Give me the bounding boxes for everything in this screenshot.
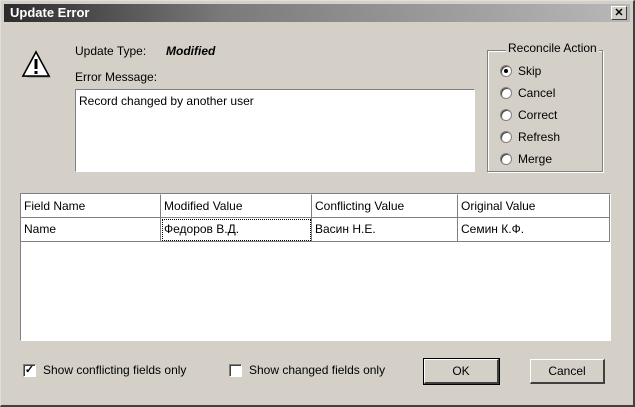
checkbox-label: Show changed fields only	[249, 363, 386, 377]
radio-label: Refresh	[518, 130, 561, 144]
radio-button-icon[interactable]	[500, 87, 512, 99]
error-message-box[interactable]: Record changed by another user	[75, 89, 475, 172]
column-header-original-value[interactable]: Original Value	[458, 194, 610, 218]
radio-cancel[interactable]	[500, 85, 555, 101]
cancel-button[interactable]: Cancel	[530, 359, 605, 384]
conflict-grid[interactable]	[20, 193, 611, 341]
error-message-label: Error Message:	[75, 70, 158, 84]
radio-label: Cancel	[518, 86, 556, 100]
table-row[interactable]	[21, 218, 610, 242]
show-changed-checkbox[interactable]	[229, 363, 385, 377]
title-bar[interactable]	[4, 4, 630, 22]
radio-button-icon[interactable]	[500, 65, 512, 77]
radio-skip[interactable]	[500, 63, 541, 79]
update-type-value: Modified	[166, 44, 216, 58]
column-header-modified-value[interactable]: Modified Value	[161, 194, 312, 218]
show-conflicting-checkbox[interactable]	[23, 363, 186, 377]
close-button[interactable]: ✕	[611, 6, 627, 20]
checkbox-label: Show conflicting fields only	[43, 363, 187, 377]
grid-cell[interactable]: Васин Н.Е.	[312, 218, 458, 242]
checkbox-checked-icon[interactable]: ✓	[24, 363, 35, 376]
ok-button[interactable]: OK	[424, 359, 499, 384]
update-type-label: Update Type:	[75, 44, 147, 58]
reconcile-action-title: Reconcile Action	[508, 41, 597, 55]
radio-label: Skip	[518, 64, 542, 78]
grid-cell[interactable]: Федоров В.Д.	[161, 218, 312, 242]
radio-merge[interactable]	[500, 151, 552, 167]
grid-cell[interactable]: Name	[21, 218, 161, 242]
grid-header-row	[21, 194, 610, 218]
column-header-conflicting-value[interactable]: Conflicting Value	[312, 194, 458, 218]
radio-label: Correct	[518, 108, 558, 122]
radio-button-icon[interactable]	[500, 109, 512, 121]
radio-button-icon[interactable]	[500, 153, 512, 165]
radio-button-icon[interactable]	[500, 131, 512, 143]
checkbox-unchecked-icon[interactable]	[229, 364, 242, 377]
radio-refresh[interactable]	[500, 129, 560, 145]
radio-correct[interactable]	[500, 107, 557, 123]
radio-label: Merge	[518, 152, 553, 166]
window-title: Update Error	[10, 5, 90, 20]
grid-cell[interactable]: Семин К.Ф.	[458, 218, 610, 242]
warning-icon	[21, 50, 51, 78]
column-header-field-name[interactable]: Field Name	[21, 194, 161, 218]
